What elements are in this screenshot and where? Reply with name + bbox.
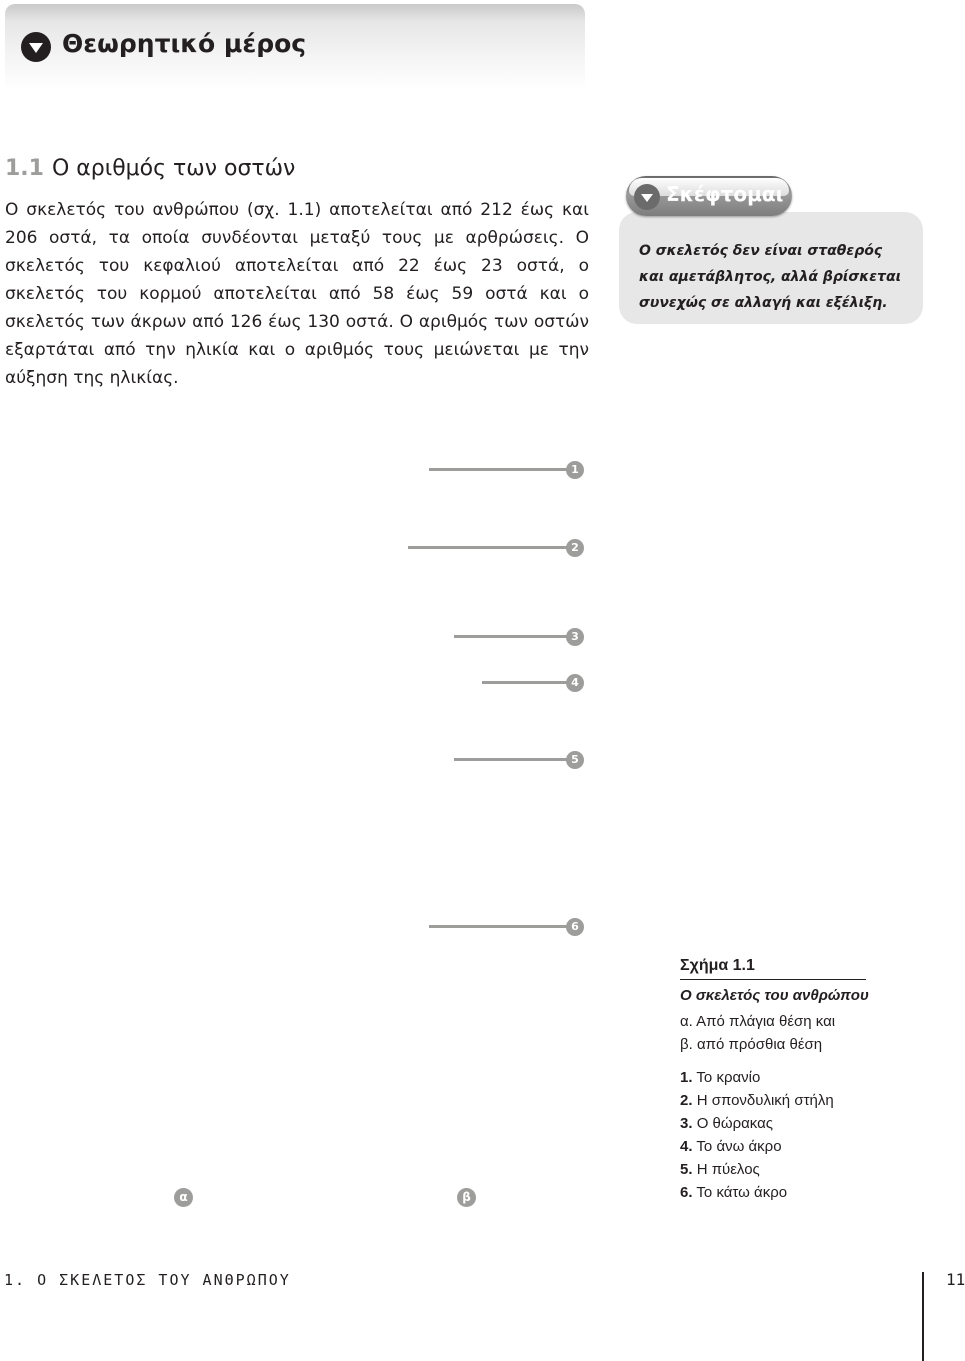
leader-line-6: [429, 925, 569, 928]
legend-item: 5. Η πύελος: [680, 1161, 760, 1178]
section-number: 1.1: [5, 156, 44, 181]
caption-subtitle: Ο σκελετός του ανθρώπου: [680, 987, 869, 1004]
think-box-text: Ο σκελετός δεν είναι σταθερός και αμετάβλητος, αλλά βρίσκεται συνεχώς σε αλλαγή και εξέλιξη.: [639, 243, 902, 311]
body-paragraph: Ο σκελετός του ανθρώπου (σχ. 1.1) αποτελείται από 212 έως και 206 οστά, τα οποία συνδέονται μεταξύ τους με αρθρώσεις. Ο σκελετός του κεφαλιού αποτελείται από 22 έως 23 οστά, ο σκελετός του κορμού αποτελείται από 58 έως 59 οστά και ο σκελετός των άκρων από 126 έως 130 οστά. Ο αριθμός των οστών εξαρτάται από την ηλικία και ο αριθμός τους μειώνεται με την αύξηση της ηλικίας.: [5, 200, 589, 388]
footer-chapter-label: 1. Ο ΣΚΕΛΕΤΟΣ ΤΟΥ ΑΝΘΡΩΠΟΥ: [4, 1271, 291, 1289]
legend-item: 1. Το κρανίο: [680, 1069, 761, 1086]
think-box-title: Σκέφτομαι: [666, 182, 784, 206]
marker-3: 3: [566, 628, 584, 646]
leader-line-5: [454, 758, 569, 761]
caption-views: [680, 1010, 870, 1056]
view-label-b: β: [457, 1188, 476, 1207]
view-label-a: α: [174, 1188, 193, 1207]
legend-item: 2. Η σπονδυλική στήλη: [680, 1092, 834, 1109]
marker-6: 6: [566, 918, 584, 936]
marker-1: 1: [566, 461, 584, 479]
think-box-title-clip: [666, 180, 788, 216]
leader-line-2: [408, 546, 569, 549]
leader-line-1: [429, 468, 569, 471]
header-title: Θεωρητικό μέρος: [62, 29, 307, 58]
leader-line-4: [482, 681, 569, 684]
caption-view-a: α. Από πλάγια θέση και: [680, 1013, 836, 1030]
marker-4: 4: [566, 674, 584, 692]
section-title: Ο αριθμός των οστών: [51, 156, 296, 181]
chevron-down-icon: [634, 184, 660, 210]
legend-item: 6. Το κάτω άκρο: [680, 1184, 788, 1201]
legend-item: 4. Το άνω άκρο: [680, 1138, 782, 1155]
figure-caption: [680, 957, 870, 1204]
section-header: [5, 4, 585, 90]
caption-view-b: β. από πρόσθια θέση: [680, 1036, 823, 1053]
section-heading: [5, 156, 295, 181]
leader-line-3: [454, 635, 569, 638]
footer-divider: [922, 1272, 924, 1361]
marker-5: 5: [566, 751, 584, 769]
caption-title: Σχήμα 1.1: [680, 957, 866, 980]
legend-item: 3. Ο θώρακας: [680, 1115, 773, 1132]
caption-legend: [680, 1066, 870, 1204]
page-number: 11: [946, 1270, 965, 1289]
chevron-down-icon: [21, 32, 51, 62]
marker-2: 2: [566, 539, 584, 557]
